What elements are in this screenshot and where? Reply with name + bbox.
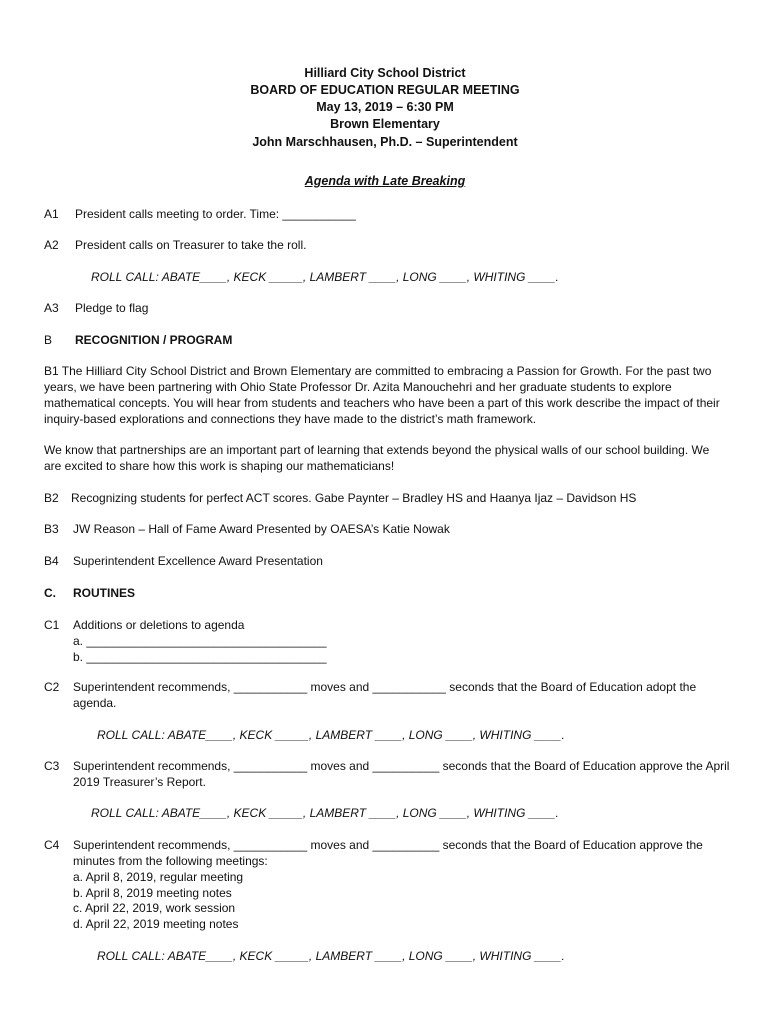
item-text-c3-cont: 2019 Treasurer’s Report. [73, 775, 206, 789]
item-text-c2-cont: agenda. [73, 696, 117, 710]
section-title-c: ROUTINES [73, 586, 136, 600]
c4-minutes-a: a. April 8, 2019, regular meeting [73, 870, 244, 884]
item-text-a1: President calls meeting to order. Time: ___________ [75, 207, 356, 221]
c4-minutes-b: b. April 8, 2019 meeting notes [73, 886, 232, 900]
item-code-a3: A3 [44, 301, 59, 315]
section-code-b: B [44, 333, 53, 347]
item-code-b4: B4 [44, 554, 59, 568]
item-text-a3: Pledge to flag [75, 301, 149, 315]
district-name: Hilliard City School District [304, 66, 466, 80]
item-code-a1: A1 [44, 207, 59, 221]
item-text-c4-cont: minutes from the following meetings: [73, 854, 268, 868]
agenda-subtitle: Agenda with Late Breaking [304, 174, 466, 188]
item-code-c4: C4 [44, 838, 60, 852]
item-text-c4: Superintendent recommends, ___________ moves and __________ seconds that the Board of Education approve the [73, 838, 703, 852]
meeting-title: BOARD OF EDUCATION REGULAR MEETING [250, 83, 520, 97]
c1-blank-a: a. ____________________________________ [73, 634, 327, 648]
roll-call-c2: ROLL CALL: ABATE____, KECK _____, LAMBERT ____, LONG ____, WHITING ____. [97, 728, 565, 742]
item-code-c1: C1 [44, 618, 60, 632]
item-text-b4: Superintendent Excellence Award Presentation [73, 554, 323, 568]
item-text-c2: Superintendent recommends, ___________ moves and ___________ seconds that the Board of Education adopt the [73, 680, 697, 694]
b1-paragraph-2: We know that partnerships are an important part of learning that extends beyond the physical walls of our school building. We are excited to share how this work is shaping our mathematicians! [44, 443, 710, 473]
item-code-c3: C3 [44, 759, 60, 773]
item-code-b3: B3 [44, 522, 59, 536]
meeting-location: Brown Elementary [330, 117, 440, 131]
c4-minutes-d: d. April 22, 2019 meeting notes [73, 917, 239, 931]
c1-blank-b: b. ____________________________________ [73, 650, 327, 664]
item-text-b3: JW Reason – Hall of Fame Award Presented by OAESA’s Katie Nowak [73, 522, 450, 536]
item-text-c1: Additions or deletions to agenda [73, 618, 245, 632]
item-code-b2: B2 [44, 491, 59, 505]
item-code-a2: A2 [44, 238, 59, 252]
item-text-a2: President calls on Treasurer to take the roll. [75, 238, 307, 252]
section-title-b: RECOGNITION / PROGRAM [75, 333, 233, 347]
superintendent-name: John Marschhausen, Ph.D. – Superintendent [252, 135, 518, 149]
c4-minutes-c: c. April 22, 2019, work session [73, 901, 236, 915]
item-code-c2: C2 [44, 680, 60, 694]
roll-call-c3: ROLL CALL: ABATE____, KECK _____, LAMBERT ____, LONG ____, WHITING ____. [91, 806, 559, 820]
item-text-c3: Superintendent recommends, ___________ moves and __________ seconds that the Board of Education approve the April [73, 759, 730, 773]
roll-call-a2: ROLL CALL: ABATE____, KECK _____, LAMBERT ____, LONG ____, WHITING ____. [91, 270, 559, 284]
meeting-date: May 13, 2019 – 6:30 PM [316, 100, 454, 114]
b1-paragraph: B1 The Hilliard City School District and Brown Elementary are committed to embracing a Passion for Growth. For the past two years, we have been partnering with Ohio State Professor Dr. Azita Manouchehri and her graduate students to explore mathematical concepts. You will hear from students and teachers who have been a part of this work describe the impact of their inquiry-based explorations and connections they have made to the district’s math framework. [44, 364, 720, 426]
item-text-b2: Recognizing students for perfect ACT scores. Gabe Paynter – Bradley HS and Haanya Ijaz – Davidson HS [71, 491, 637, 505]
roll-call-c4: ROLL CALL: ABATE____, KECK _____, LAMBERT ____, LONG ____, WHITING ____. [97, 949, 565, 963]
section-code-c: C. [44, 586, 56, 600]
